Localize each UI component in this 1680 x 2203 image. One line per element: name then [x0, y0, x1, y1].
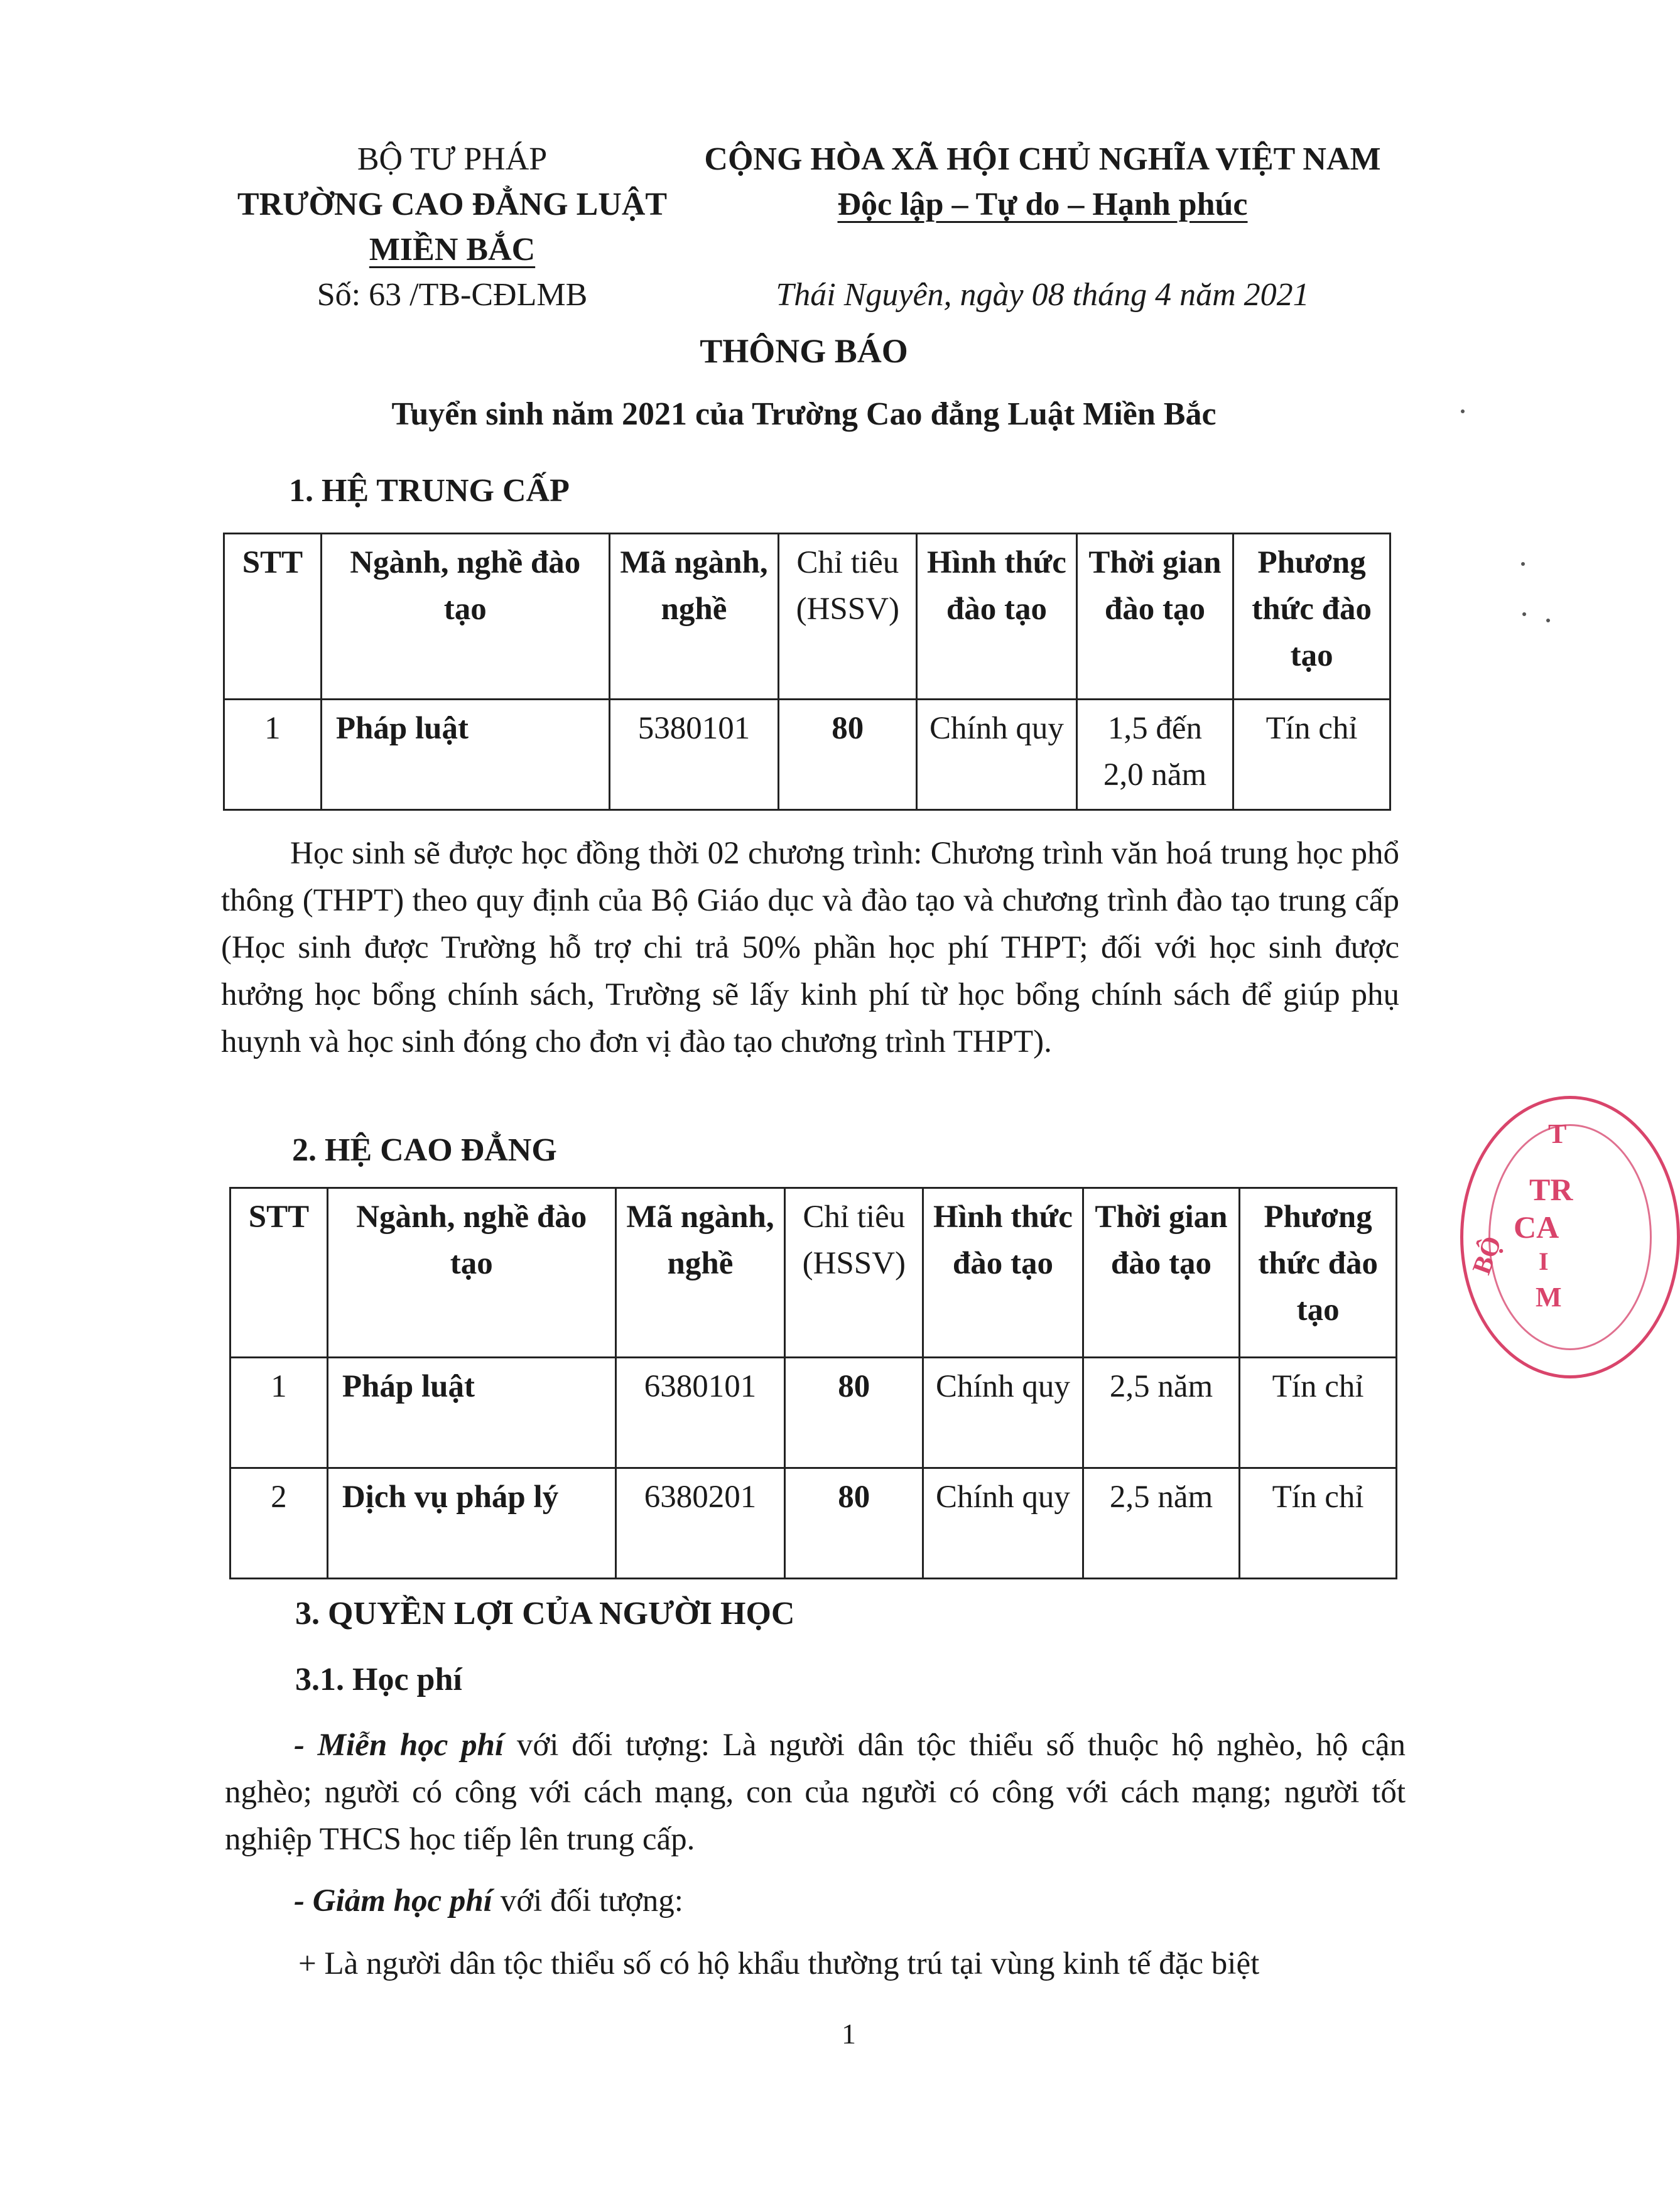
col-header: STT	[224, 534, 322, 700]
section3-item1	[225, 1722, 1406, 1863]
cell-form: Chính quy	[923, 1358, 1083, 1468]
item1-text: với đối tượng: Là người dân tộc thiểu số thuộc hộ nghèo, hộ cận nghèo; người có công với cách mạng, con của người có công với cách mạng; người tốt nghiệp THCS học tiếp lên trung cấp.	[225, 1728, 1406, 1857]
col-header: Chỉ tiêu (HSSV)	[785, 1188, 923, 1358]
section3-heading: 3. QUYỀN LỢI CỦA NGƯỜI HỌC	[295, 1596, 795, 1632]
cell-method: Tín chỉ	[1240, 1358, 1397, 1468]
motto	[685, 182, 1401, 227]
scan-speck	[1522, 612, 1526, 616]
cell-quota: 80	[779, 700, 917, 810]
section3-subheading: 3.1. Học phí	[295, 1662, 462, 1697]
stamp-inner-ring	[1488, 1124, 1652, 1350]
col-header: Thời gian đào tạo	[1076, 534, 1233, 700]
cell-name: Dịch vụ pháp lý	[327, 1468, 615, 1579]
motto-text: Độc lập – Tự do – Hạnh phúc	[837, 187, 1248, 222]
official-stamp	[1460, 1096, 1680, 1378]
ministry-name: BỘ TƯ PHÁP	[357, 141, 548, 177]
col-header: Mã ngành, nghề	[615, 1188, 785, 1358]
page-subtitle: Tuyển sinh năm 2021 của Trường Cao đẳng Luật Miền Bắc	[391, 396, 1217, 432]
place-date: Thái Nguyên, ngày 08 tháng 4 năm 2021	[776, 277, 1309, 313]
section1-heading: 1. HỆ TRUNG CẤP	[289, 473, 570, 509]
col-header: Hình thức đào tạo	[917, 534, 1077, 700]
cell-name: Pháp luật	[321, 700, 609, 810]
col-header: Ngành, nghề đào tạo	[321, 534, 609, 700]
table-header-row	[230, 1188, 1397, 1358]
cell-code: 6380101	[615, 1358, 785, 1468]
item1-lead: - Miễn học phí	[294, 1728, 504, 1763]
table-row	[230, 1358, 1397, 1468]
cell-form: Chính quy	[917, 700, 1077, 810]
stamp-text: T	[1548, 1118, 1567, 1149]
stamp-text: TR	[1529, 1172, 1573, 1207]
scan-speck	[1521, 562, 1525, 566]
section3-item3: + Là người dân tộc thiểu số có hộ khẩu thường trú tại vùng kinh tế đặc biệt	[298, 1946, 1260, 1981]
school-name-line1: TRƯỜNG CAO ĐẲNG LUẬT	[237, 187, 668, 222]
table-trung-cap	[223, 533, 1391, 811]
cell-code: 5380101	[609, 700, 779, 810]
table-row	[230, 1468, 1397, 1579]
cell-duration: 2,5 năm	[1083, 1468, 1239, 1579]
cell-code: 6380201	[615, 1468, 785, 1579]
table-cao-dang	[229, 1187, 1397, 1579]
stamp-text: I	[1539, 1247, 1549, 1275]
section2-heading: 2. HỆ CAO ĐẲNG	[292, 1132, 557, 1168]
cell-method: Tín chỉ	[1240, 1468, 1397, 1579]
table-header-row	[224, 534, 1390, 700]
section1-paragraph: Học sinh sẽ được học đồng thời 02 chương trình: Chương trình văn hoá trung học phổ thông (THPT) theo quy định của Bộ Giáo dục và đào tạo và chương trình đào tạo trung cấp (Học sinh được Trường hỗ trợ chi trả 50% phần học phí THPT; đối với học sinh được hưởng học bổng chính sách, Trường sẽ lấy kinh phí từ học bổng chính sách để giúp phụ huynh và học sinh đóng cho đơn vị đào tạo chương trình THPT).	[221, 836, 1399, 1059]
col-header: Phương thức đào tạo	[1240, 1188, 1397, 1358]
item2-text: với đối tượng:	[492, 1883, 683, 1919]
cell-name: Pháp luật	[327, 1358, 615, 1468]
cell-method: Tín chỉ	[1233, 700, 1390, 810]
col-header: STT	[230, 1188, 328, 1358]
cell-duration: 2,5 năm	[1083, 1358, 1239, 1468]
cell-stt: 1	[224, 700, 322, 810]
scan-speck	[1461, 409, 1465, 413]
page-number: 1	[842, 2018, 856, 2050]
col-header: Mã ngành, nghề	[609, 534, 779, 700]
doc-number: Số: 63 /TB-CĐLMB	[317, 277, 588, 313]
item2-lead: - Giảm học phí	[294, 1883, 492, 1919]
stamp-text: CA	[1514, 1210, 1559, 1245]
school-name-line2-text: MIỀN BẮC	[369, 232, 536, 268]
stamp-text: BỘ	[1467, 1232, 1508, 1279]
section3-item2	[294, 1878, 1406, 1925]
col-header: Ngành, nghề đào tạo	[327, 1188, 615, 1358]
stamp-text: M	[1536, 1282, 1562, 1313]
cell-quota: 80	[785, 1468, 923, 1579]
cell-stt: 2	[230, 1468, 328, 1579]
cell-form: Chính quy	[923, 1468, 1083, 1579]
nation-name: CỘNG HÒA XÃ HỘI CHỦ NGHĨA VIỆT NAM	[704, 141, 1381, 177]
school-name-line2	[207, 227, 697, 273]
table-row	[224, 700, 1390, 810]
scan-speck	[1546, 619, 1550, 622]
cell-quota: 80	[785, 1358, 923, 1468]
cell-duration: 1,5 đến 2,0 năm	[1076, 700, 1233, 810]
col-header: Thời gian đào tạo	[1083, 1188, 1239, 1358]
page-title: THÔNG BÁO	[700, 332, 908, 370]
col-header: Chỉ tiêu (HSSV)	[779, 534, 917, 700]
col-header: Phương thức đào tạo	[1233, 534, 1390, 700]
col-header: Hình thức đào tạo	[923, 1188, 1083, 1358]
cell-stt: 1	[230, 1358, 328, 1468]
